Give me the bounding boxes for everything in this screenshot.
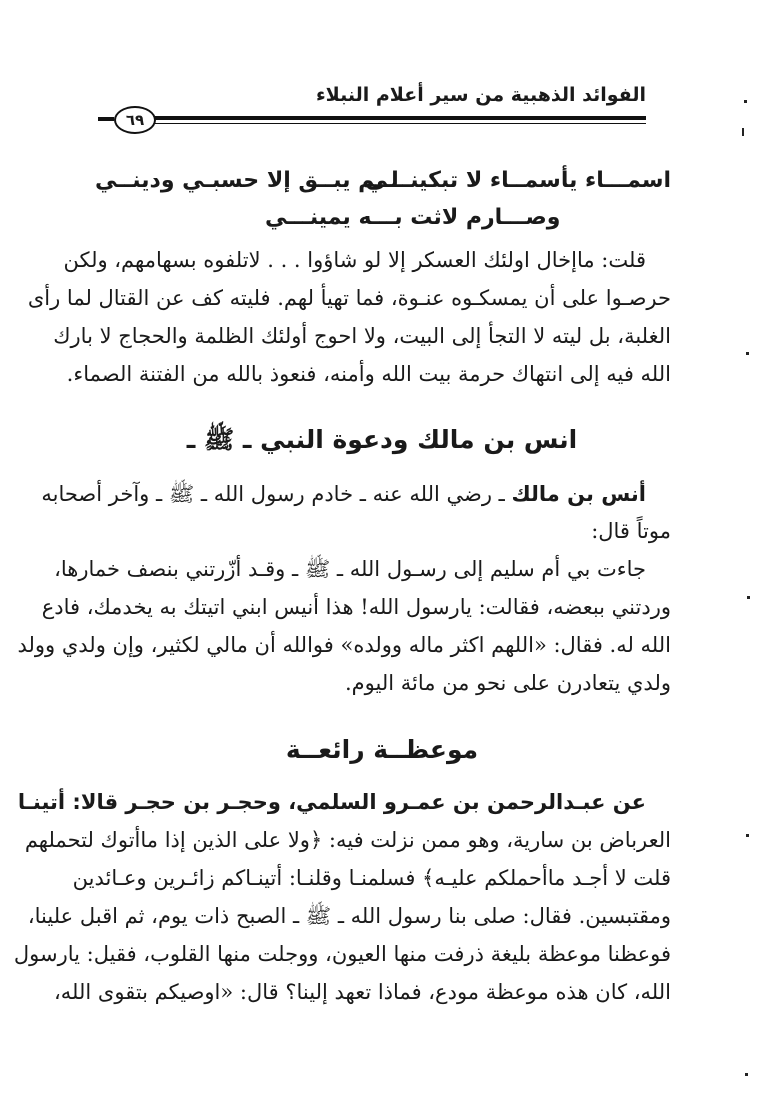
scan-speck	[747, 596, 750, 599]
paragraph2-line1	[41, 482, 646, 506]
header-rule-thin	[155, 123, 646, 124]
scan-speck	[745, 1073, 748, 1076]
paragraph3-line: وردتني ببعضه، فقالت: يارسول الله! هذا أنيس ابني اتيتك به يخدمك، فادع	[41, 595, 671, 619]
paragraph1-line: قلت: ماإخال اولئك العسكر إلا لو شاؤوا . . . لاتلفوه بسهامهم، ولكن	[63, 248, 646, 272]
scan-speck	[744, 100, 747, 103]
paragraph3-line: الله له. فقال: «اللهم اكثر ماله وولده» فوالله أن مالي لكثير، وإن ولدي وولد	[17, 633, 671, 657]
scan-speck	[742, 128, 744, 136]
running-title: الفوائد الذهبية من سير أعلام النبلاء	[315, 84, 646, 106]
paragraph4-line: قلت لا أجـد ماأحملكم عليـه﴾ فسلمنـا وقلنـا: أتينـاكم زائـرين وعـائدين	[72, 866, 671, 890]
paragraph4-line: العرباض بن سارية، وهو ممن نزلت فيه: ﴿ولا على الذين إذا ماأتوك لتحملهم	[24, 828, 671, 852]
paragraph1-line: الله فيه إلى انتهاك حرمة بيت الله وأمنه، فنعوذ بالله من الفتنة الصماء.	[66, 362, 671, 386]
paragraph2-line1-rest: ـ رضي الله عنه ـ خادم رسول الله ـ ﷺ ـ وآخر أصحابه	[41, 482, 505, 506]
paragraph4-line: ومقتبسين. فقال: صلى بنا رسول الله ـ ﷺ ـ الصبح ذات يوم، ثم اقبل علينا،	[27, 904, 671, 928]
paragraph4-line: الله، كان هذه موعظة مودع، فماذا تعهد إلينا؟ قال: «اوصيكم بتقوى الله،	[54, 980, 671, 1004]
poem-hemistich-left: لــم يبــق إلا حسبـي ودينــي	[95, 168, 399, 193]
section-heading: انس بن مالك ودعوة النبي ـ ﷺ ـ	[186, 425, 578, 454]
paragraph4-line: عن عبـدالرحمن بن عمـرو السلمي، وحجـر بن حجـر قالا: أتينـا	[17, 790, 646, 814]
poem-hemistich-second: وصـــارم لاثت بـــه يمينـــي	[265, 205, 561, 230]
paragraph2-line2: موتاً قال:	[591, 519, 671, 543]
scan-speck	[746, 834, 749, 837]
paragraph4-line: فوعظنا موعظة بليغة ذرفت منها العيون، ووجلت منها القلوب، فقيل: يارسول	[13, 942, 671, 966]
header-rule-left	[98, 117, 114, 121]
paragraph2-lead: أنس بن مالك	[511, 482, 646, 506]
scan-speck	[746, 352, 749, 355]
section-heading: موعظــة رائعــة	[285, 735, 479, 764]
page-number: ٦٩	[114, 106, 156, 134]
paragraph1-line: الغلبة، بل ليته لا التجأ إلى البيت، ولا احوج أولئك الظلمة والحجاج لا بارك	[53, 324, 671, 348]
paragraph3-line: ولدي يتعادرن على نحو من مائة اليوم.	[345, 671, 671, 695]
header-rule-thick	[155, 116, 646, 120]
paragraph1-line: حرصـوا على أن يمسكـوه عنـوة، فما تهيأ لهم. فليته كف عن القتال لما رأى	[27, 286, 671, 310]
paragraph3-line: جاءت بي أم سليم إلى رسـول الله ـ ﷺ ـ وقـد أزّرتني بنصف خمارها،	[54, 557, 646, 581]
poem-hemistich-right: اسمـــاء يأسمــاء لا تبكينـــي	[365, 168, 671, 193]
